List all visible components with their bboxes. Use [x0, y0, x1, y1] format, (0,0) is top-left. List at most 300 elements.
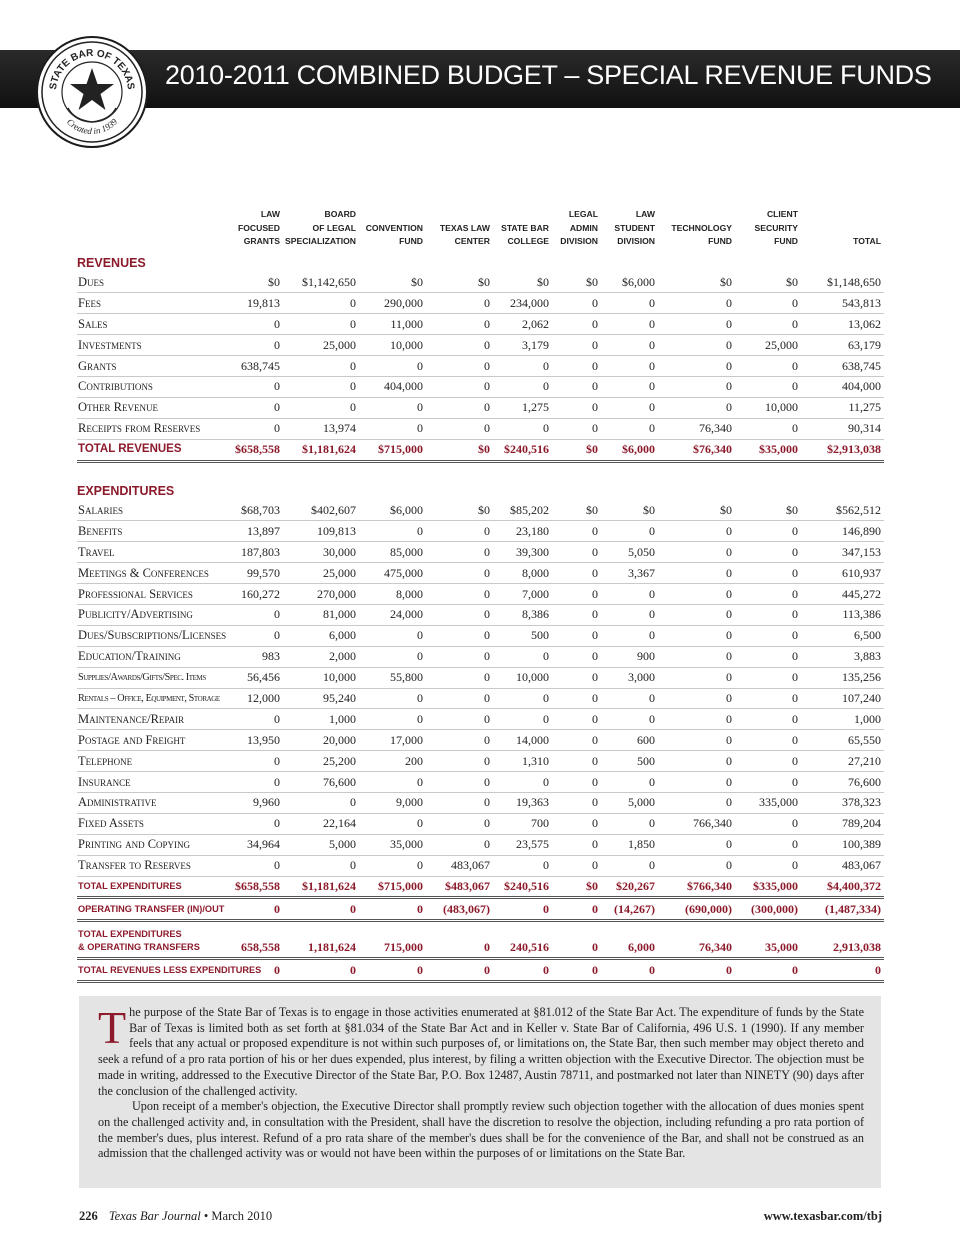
col-header-convention-fund: CONVENTION FUND: [365, 222, 423, 246]
expenditure-row: [77, 563, 884, 584]
row-value: 0: [359, 625, 426, 646]
row-value: 0: [426, 792, 493, 813]
row-value: $35,000: [735, 439, 801, 461]
row-value: 610,937: [801, 563, 884, 584]
row-value: $0: [552, 876, 601, 898]
row-value: 0: [552, 356, 601, 377]
row-value: 3,367: [601, 563, 658, 584]
row-value: 0: [735, 813, 801, 834]
row-value: 0: [552, 834, 601, 855]
row-value: 0: [601, 293, 658, 314]
row-value: 0: [658, 563, 735, 584]
expenditure-row: [77, 709, 884, 730]
row-value: (14,267): [601, 898, 658, 921]
col-header-texas-law-center: TEXAS LAW CENTER: [439, 222, 490, 246]
row-value: 0: [207, 604, 283, 625]
row-value: 0: [658, 751, 735, 772]
row-value: 0: [207, 959, 283, 982]
row-label: Travel: [77, 542, 207, 563]
row-value: 0: [207, 625, 283, 646]
row-value: 0: [552, 625, 601, 646]
row-value: 0: [552, 921, 601, 959]
row-value: $766,340: [658, 876, 735, 898]
row-value: $658,558: [207, 876, 283, 898]
row-value: $2,913,038: [801, 439, 884, 461]
row-value: 638,745: [801, 356, 884, 377]
row-value: 0: [426, 521, 493, 542]
row-value: 0: [207, 418, 283, 439]
row-value: (483,067): [426, 898, 493, 921]
row-value: 65,550: [801, 730, 884, 751]
row-value: 0: [658, 646, 735, 667]
row-value: 17,000: [359, 730, 426, 751]
row-value: 0: [359, 356, 426, 377]
expenditure-row: [77, 667, 884, 688]
row-value: 35,000: [359, 834, 426, 855]
row-value: 0: [735, 959, 801, 982]
row-value: 76,600: [283, 772, 359, 793]
row-value: 0: [283, 397, 359, 418]
row-value: 11,275: [801, 397, 884, 418]
row-value: 543,813: [801, 293, 884, 314]
row-value: 0: [426, 625, 493, 646]
row-value: 3,883: [801, 646, 884, 667]
row-value: $0: [601, 501, 658, 521]
row-value: 0: [552, 293, 601, 314]
row-value: 0: [359, 772, 426, 793]
footer-left: [79, 1209, 272, 1224]
row-value: 0: [552, 314, 601, 335]
row-label: Dues: [77, 273, 207, 293]
expenditure-row: [77, 542, 884, 563]
expenditure-row: [77, 730, 884, 751]
row-value: 0: [658, 335, 735, 356]
col-header-law-student-division: LAW STUDENT DIVISION: [614, 209, 655, 246]
dues-notice: [79, 996, 881, 1188]
row-value: 0: [552, 792, 601, 813]
row-value: 56,456: [207, 667, 283, 688]
row-label: Supplies/Awards/Gifts/Spec. Items: [77, 667, 207, 688]
row-value: 0: [735, 730, 801, 751]
row-value: 10,000: [735, 397, 801, 418]
seal-bottom-text: Created in 1939: [64, 116, 120, 137]
row-value: 0: [735, 521, 801, 542]
row-label: Other Revenue: [77, 397, 207, 418]
row-value: 11,000: [359, 314, 426, 335]
row-value: 0: [426, 730, 493, 751]
row-value: 0: [735, 625, 801, 646]
row-value: 0: [552, 521, 601, 542]
expenditure-row: [77, 604, 884, 625]
row-value: 0: [601, 521, 658, 542]
row-value: 8,000: [359, 584, 426, 605]
row-value: 25,000: [735, 335, 801, 356]
row-value: $715,000: [359, 876, 426, 898]
row-value: 2,000: [283, 646, 359, 667]
row-value: 0: [359, 898, 426, 921]
row-value: $0: [552, 273, 601, 293]
row-value: 0: [552, 335, 601, 356]
operating-transfer-row: [77, 898, 884, 921]
row-value: 234,000: [493, 293, 552, 314]
row-label: Investments: [77, 335, 207, 356]
row-value: 0: [359, 855, 426, 876]
total-expenditures-row: [77, 876, 884, 898]
row-value: 0: [658, 314, 735, 335]
row-value: 9,960: [207, 792, 283, 813]
seal-top-text: STATE BAR OF TEXAS: [48, 47, 136, 91]
star-icon: [70, 68, 114, 110]
row-value: 0: [658, 604, 735, 625]
row-value: $1,142,650: [283, 273, 359, 293]
row-value: 0: [658, 667, 735, 688]
row-value: 0: [735, 646, 801, 667]
section-heading: REVENUES: [77, 255, 146, 270]
row-value: 2,062: [493, 314, 552, 335]
row-value: 9,000: [359, 792, 426, 813]
row-value: $1,181,624: [283, 439, 359, 461]
row-label: TOTAL REVENUES LESS EXPENDITURES: [77, 959, 207, 982]
row-value: 13,950: [207, 730, 283, 751]
row-value: 0: [359, 521, 426, 542]
row-value: 0: [601, 855, 658, 876]
row-value: 10,000: [283, 667, 359, 688]
row-value: 14,000: [493, 730, 552, 751]
row-value: 76,340: [658, 418, 735, 439]
row-label: TOTAL EXPENDITURES: [77, 876, 207, 898]
row-value: 1,310: [493, 751, 552, 772]
row-value: 0: [601, 625, 658, 646]
row-value: 0: [552, 772, 601, 793]
row-value: $335,000: [735, 876, 801, 898]
row-value: 109,813: [283, 521, 359, 542]
row-value: 0: [359, 813, 426, 834]
row-value: 0: [552, 813, 601, 834]
row-value: 0: [658, 834, 735, 855]
expenditure-row: [77, 501, 884, 521]
row-value: 76,600: [801, 772, 884, 793]
row-value: 5,000: [283, 834, 359, 855]
row-value: 0: [283, 314, 359, 335]
row-value: 0: [658, 521, 735, 542]
row-value: (1,487,334): [801, 898, 884, 921]
total-revenues-row: [77, 439, 884, 461]
row-value: (300,000): [735, 898, 801, 921]
row-value: 0: [735, 293, 801, 314]
row-value: $0: [207, 273, 283, 293]
row-value: 25,000: [283, 335, 359, 356]
row-value: 0: [426, 563, 493, 584]
row-value: $1,148,650: [801, 273, 884, 293]
row-value: 0: [426, 646, 493, 667]
row-value: $715,000: [359, 439, 426, 461]
row-value: 13,897: [207, 521, 283, 542]
row-value: 500: [493, 625, 552, 646]
revenue-row: [77, 335, 884, 356]
row-value: 7,000: [493, 584, 552, 605]
row-value: 0: [426, 921, 493, 959]
row-value: 0: [735, 376, 801, 397]
row-value: 0: [493, 898, 552, 921]
row-label: Dues/Subscriptions/Licenses: [77, 625, 207, 646]
row-value: 24,000: [359, 604, 426, 625]
total-expenditures-and-transfers-row: [77, 921, 884, 959]
row-value: 81,000: [283, 604, 359, 625]
row-value: 0: [207, 813, 283, 834]
row-value: 0: [552, 584, 601, 605]
row-value: 3,000: [601, 667, 658, 688]
row-value: 2,913,038: [801, 921, 884, 959]
row-value: 240,516: [493, 921, 552, 959]
row-value: 766,340: [658, 813, 735, 834]
notice-paragraph-1: [98, 1002, 864, 1099]
row-value: 0: [735, 563, 801, 584]
row-value: 270,000: [283, 584, 359, 605]
row-value: 0: [359, 709, 426, 730]
expenditure-row: [77, 521, 884, 542]
row-value: 0: [426, 314, 493, 335]
row-value: $20,267: [601, 876, 658, 898]
row-value: 0: [426, 604, 493, 625]
row-value: 0: [735, 688, 801, 709]
page-number: 226: [79, 1209, 98, 1223]
row-value: 0: [601, 772, 658, 793]
row-label: Professional Services: [77, 584, 207, 605]
row-value: 1,275: [493, 397, 552, 418]
row-value: 10,000: [359, 335, 426, 356]
row-value: 475,000: [359, 563, 426, 584]
revenue-row: [77, 273, 884, 293]
row-label: Grants: [77, 356, 207, 377]
revenue-row: [77, 293, 884, 314]
row-value: 0: [493, 418, 552, 439]
row-value: 445,272: [801, 584, 884, 605]
row-label: Meetings & Conferences: [77, 563, 207, 584]
row-value: 0: [426, 688, 493, 709]
row-value: $402,607: [283, 501, 359, 521]
row-label: Fixed Assets: [77, 813, 207, 834]
row-label: TOTAL REVENUES: [77, 439, 207, 461]
row-value: 25,200: [283, 751, 359, 772]
row-value: 0: [601, 314, 658, 335]
seal-graphic: [38, 38, 146, 146]
row-value: 0: [552, 855, 601, 876]
row-label: Publicity/Advertising: [77, 604, 207, 625]
row-value: 30,000: [283, 542, 359, 563]
row-value: 0: [601, 397, 658, 418]
row-value: 638,745: [207, 356, 283, 377]
row-value: 700: [493, 813, 552, 834]
row-value: 0: [207, 855, 283, 876]
row-value: 0: [552, 898, 601, 921]
issue-date: March 2010: [211, 1209, 273, 1223]
row-value: 10,000: [493, 667, 552, 688]
row-value: 789,204: [801, 813, 884, 834]
expenditure-row: [77, 584, 884, 605]
row-value: 483,067: [801, 855, 884, 876]
row-value: 0: [426, 813, 493, 834]
row-value: 6,500: [801, 625, 884, 646]
row-value: 0: [426, 356, 493, 377]
row-value: 13,062: [801, 314, 884, 335]
row-value: 0: [426, 397, 493, 418]
row-value: 3,179: [493, 335, 552, 356]
row-value: $4,400,372: [801, 876, 884, 898]
row-value: 0: [493, 709, 552, 730]
row-value: 0: [207, 397, 283, 418]
row-value: 404,000: [359, 376, 426, 397]
row-value: 0: [601, 709, 658, 730]
row-value: 0: [426, 751, 493, 772]
row-value: 0: [207, 751, 283, 772]
row-value: 8,000: [493, 563, 552, 584]
row-value: 0: [359, 397, 426, 418]
row-value: 0: [552, 730, 601, 751]
row-value: 0: [207, 376, 283, 397]
row-value: $6,000: [601, 273, 658, 293]
row-value: $0: [493, 273, 552, 293]
row-value: 0: [601, 959, 658, 982]
row-value: 0: [493, 855, 552, 876]
revenue-row: [77, 314, 884, 335]
row-value: 0: [552, 709, 601, 730]
row-value: 90,314: [801, 418, 884, 439]
row-value: 0: [283, 376, 359, 397]
row-value: 0: [601, 584, 658, 605]
row-value: 0: [552, 563, 601, 584]
row-value: $0: [359, 273, 426, 293]
row-value: 0: [359, 959, 426, 982]
row-value: 0: [283, 898, 359, 921]
row-value: $0: [552, 501, 601, 521]
row-value: $0: [735, 273, 801, 293]
row-value: 0: [426, 667, 493, 688]
row-value: 0: [735, 772, 801, 793]
row-value: 0: [658, 542, 735, 563]
row-value: 0: [735, 584, 801, 605]
expenditure-row: [77, 834, 884, 855]
row-label: [77, 921, 207, 959]
row-value: 6,000: [283, 625, 359, 646]
row-value: 0: [552, 688, 601, 709]
expenditure-row: [77, 625, 884, 646]
row-value: 0: [658, 959, 735, 982]
revenues-heading: [77, 249, 884, 273]
row-value: 0: [283, 356, 359, 377]
row-value: 99,570: [207, 563, 283, 584]
row-value: 500: [601, 751, 658, 772]
row-value: (690,000): [658, 898, 735, 921]
row-value: 290,000: [359, 293, 426, 314]
row-value: 0: [493, 688, 552, 709]
row-value: 404,000: [801, 376, 884, 397]
col-header-total: TOTAL: [853, 236, 881, 246]
row-value: 0: [735, 604, 801, 625]
website-url: www.texasbar.com/tbj: [763, 1209, 882, 1223]
row-value: 5,050: [601, 542, 658, 563]
row-value: 0: [552, 397, 601, 418]
row-value: 0: [601, 688, 658, 709]
row-label-line-1: TOTAL EXPENDITURES: [78, 929, 182, 940]
svg-text:Created in 1939: [65, 116, 120, 136]
row-value: 658,558: [207, 921, 283, 959]
row-value: 19,363: [493, 792, 552, 813]
row-value: 0: [207, 335, 283, 356]
row-value: 0: [735, 667, 801, 688]
row-value: 0: [283, 855, 359, 876]
row-value: $0: [426, 501, 493, 521]
row-label: Telephone: [77, 751, 207, 772]
col-header-legal-admin-division: LEGAL ADMIN DIVISION: [560, 209, 598, 246]
row-value: 0: [426, 418, 493, 439]
row-value: 63,179: [801, 335, 884, 356]
row-value: 0: [426, 584, 493, 605]
row-value: 13,974: [283, 418, 359, 439]
row-label: Postage and Freight: [77, 730, 207, 751]
row-value: 146,890: [801, 521, 884, 542]
row-value: 347,153: [801, 542, 884, 563]
row-value: 0: [735, 855, 801, 876]
row-value: 378,323: [801, 792, 884, 813]
row-value: 0: [493, 356, 552, 377]
row-value: 12,000: [207, 688, 283, 709]
row-label: Transfer to Reserves: [77, 855, 207, 876]
row-label: Benefits: [77, 521, 207, 542]
row-value: 0: [658, 356, 735, 377]
row-value: 187,803: [207, 542, 283, 563]
row-value: 483,067: [426, 855, 493, 876]
row-value: 95,240: [283, 688, 359, 709]
row-value: 1,000: [283, 709, 359, 730]
row-value: 0: [658, 688, 735, 709]
row-value: 23,575: [493, 834, 552, 855]
row-value: 0: [426, 709, 493, 730]
row-value: 0: [735, 356, 801, 377]
row-value: 0: [359, 688, 426, 709]
row-label: Insurance: [77, 772, 207, 793]
row-label: OPERATING TRANSFER (IN)/OUT: [77, 898, 207, 921]
row-value: 1,181,624: [283, 921, 359, 959]
row-value: $76,340: [658, 439, 735, 461]
row-value: 0: [735, 751, 801, 772]
row-value: 0: [658, 397, 735, 418]
expenditure-row: [77, 688, 884, 709]
expenditure-row: [77, 772, 884, 793]
row-value: 23,180: [493, 521, 552, 542]
section-heading: EXPENDITURES: [77, 483, 175, 498]
notice-text-1: he purpose of the State Bar of Texas is to engage in those activities enumerated at §81.012 of the State Bar Act. The expenditure of funds by the State Bar of Texas is limited both as set forth at §81.034 of the State Bar Act and in Keller v. State Bar of California, 496 U.S. 1 (1990). If any member feels that any actual or proposed expenditure is not within such purposes of, or limitations on, the State Bar, then such member may object thereto and seek a refund of a pro rata portion of his or her dues expended, plus interest, by filing a written objection with the Executive Director. The objection must be made in writing, addressed to the Executive Director of the State Bar, P.O. Box 12487, Austin 78711, and postmarked not later than NINETY (90) days after the conclusion of the challenged activity.: [98, 1005, 864, 1098]
row-value: 0: [735, 418, 801, 439]
row-value: 22,164: [283, 813, 359, 834]
row-label: Administrative: [77, 792, 207, 813]
row-value: $0: [426, 439, 493, 461]
revenue-row: [77, 376, 884, 397]
row-label: Sales: [77, 314, 207, 335]
row-value: 0: [552, 751, 601, 772]
row-value: 0: [552, 542, 601, 563]
row-value: 160,272: [207, 584, 283, 605]
row-value: 0: [658, 293, 735, 314]
row-label: Education/Training: [77, 646, 207, 667]
footer-separator: •: [203, 1209, 209, 1223]
row-value: 1,850: [601, 834, 658, 855]
column-headers: [77, 208, 884, 249]
row-value: 600: [601, 730, 658, 751]
row-value: 0: [426, 772, 493, 793]
row-value: 0: [801, 959, 884, 982]
expenditure-row: [77, 646, 884, 667]
row-value: 0: [493, 646, 552, 667]
